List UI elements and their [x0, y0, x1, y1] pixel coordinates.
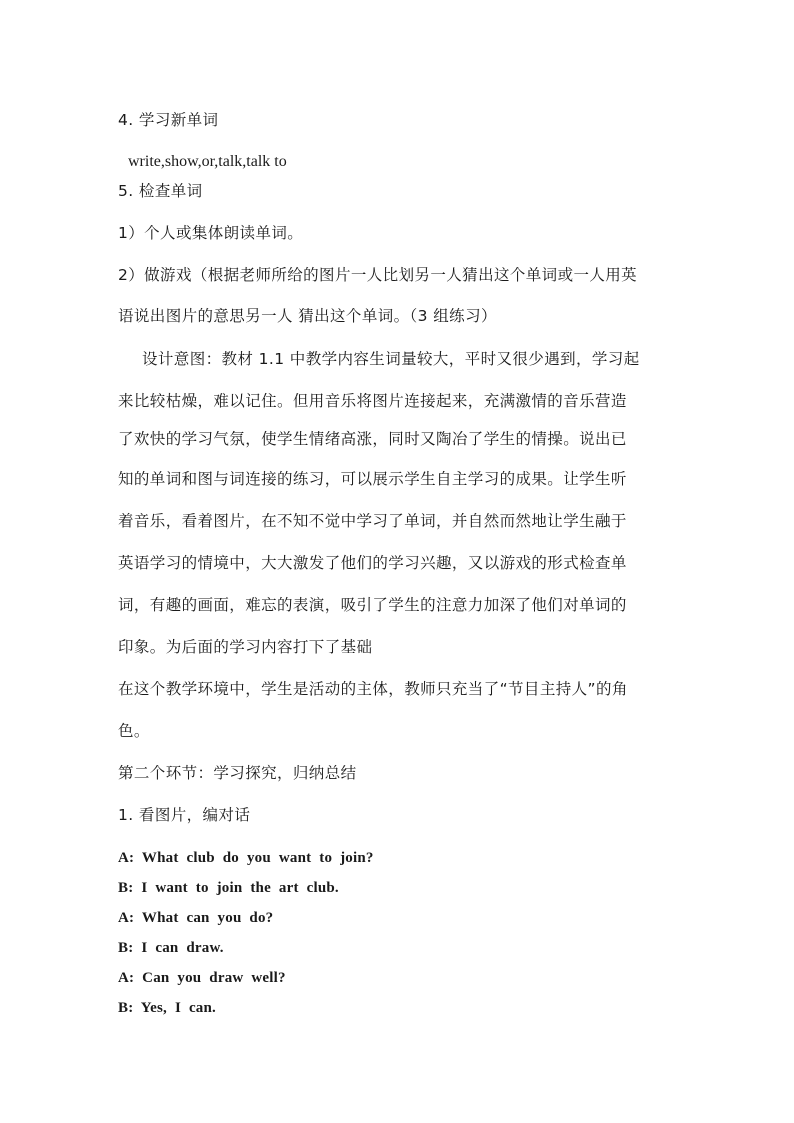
step4-words: write,show,or,talk,talk to	[128, 153, 287, 170]
design-intent-line: 着音乐，看着图片，在不知不觉中学习了单词，并自然而然地让学生融于	[118, 512, 627, 530]
design-intent-line: 英语学习的情境中，大大激发了他们的学习兴趣，又以游戏的形式检查单	[118, 554, 627, 572]
dialogue-line: A: What club do you want to join?	[118, 850, 374, 866]
dialogue-line: A: What can you do?	[118, 910, 274, 926]
role-line2: 色。	[118, 722, 150, 740]
design-intent-line: 印象。为后面的学习内容打下了基础	[118, 638, 373, 656]
step4-heading: 4. 学习新单词	[118, 111, 219, 129]
dialogue-line: B: I can draw.	[118, 940, 224, 956]
design-intent-line: 知的单词和图与词连接的练习，可以展示学生自主学习的成果。让学生听	[118, 470, 627, 488]
section2-item1: 1. 看图片，编对话	[118, 806, 251, 824]
dialogue-line: A: Can you draw well?	[118, 970, 286, 986]
step5-item1: 1）个人或集体朗读单词。	[118, 224, 304, 242]
step5-item2-line2: 语说出图片的意思另一人 猜出这个单词。（3 组练习）	[118, 307, 497, 325]
design-intent-line: 词，有趣的画面，难忘的表演，吸引了学生的注意力加深了他们对单词的	[118, 596, 627, 614]
dialogue-line: B: I want to join the art club.	[118, 880, 339, 896]
step5-heading: 5. 检查单词	[118, 182, 203, 200]
design-intent-line: 来比较枯燥，难以记住。但用音乐将图片连接起来，充满激情的音乐营造	[118, 392, 627, 410]
design-intent-line: 设计意图：教材 1.1 中教学内容生词量较大，平时又很少遇到，学习起	[142, 350, 640, 368]
step5-item2-line1: 2）做游戏（根据老师所给的图片一人比划另一人猜出这个单词或一人用英	[118, 266, 638, 284]
section2-heading: 第二个环节：学习探究，归纳总结	[118, 764, 357, 782]
role-line1: 在这个教学环境中，学生是活动的主体，教师只充当了“节目主持人”的角	[118, 680, 628, 698]
design-intent-line: 了欢快的学习气氛，使学生情绪高涨，同时又陶冶了学生的情操。说出已	[118, 430, 627, 448]
dialogue-line: B: Yes, I can.	[118, 1000, 216, 1016]
